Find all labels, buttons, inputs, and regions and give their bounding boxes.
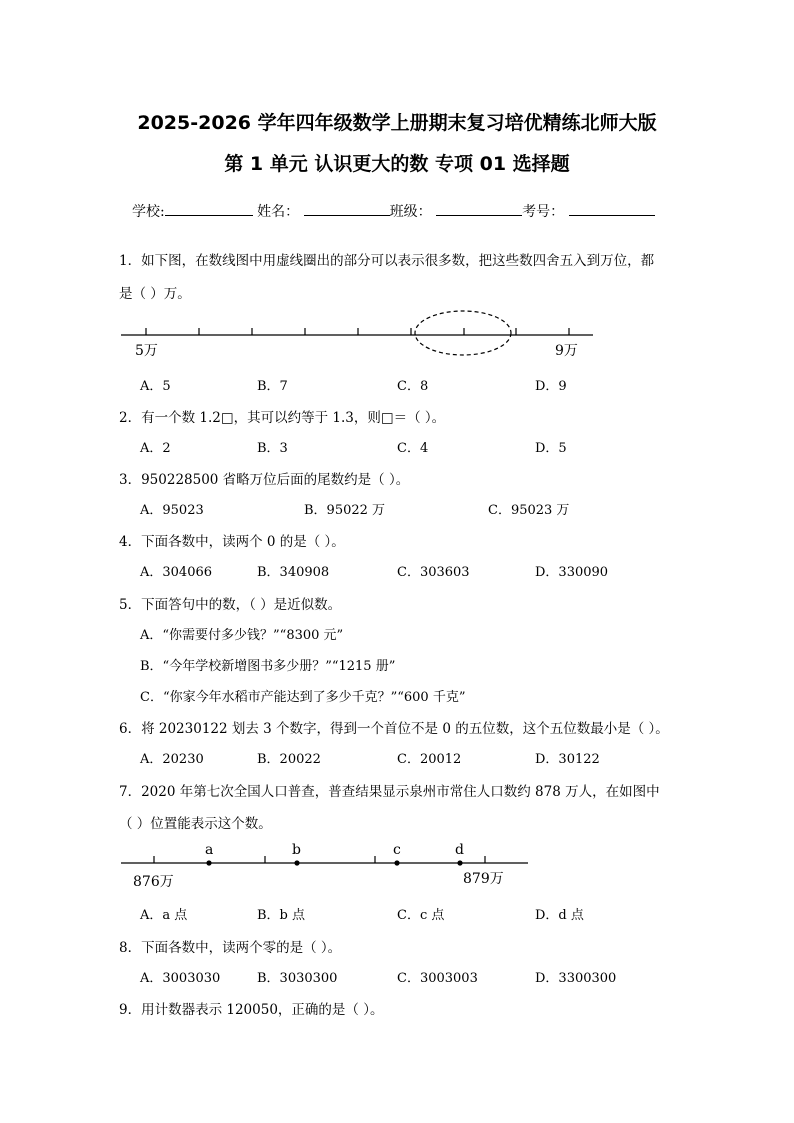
number-line-q1-left-label: 5万	[135, 343, 158, 359]
q1-option-d[interactable]: D．9	[535, 379, 567, 394]
q2-option-a[interactable]: A．2	[140, 441, 171, 456]
point-a	[206, 860, 211, 865]
q2-option-d[interactable]: D．5	[535, 441, 567, 456]
point-c-label: c	[393, 842, 401, 858]
point-d-label: d	[455, 842, 464, 858]
q6-option-b[interactable]: B．20022	[257, 752, 321, 767]
page-title-line2: 第 1 单元 认识更大的数 专项 01 选择题	[224, 153, 570, 175]
number-line-q1-right-label: 9万	[555, 343, 578, 359]
q6-option-c[interactable]: C．20012	[397, 752, 462, 767]
q1-option-b[interactable]: B．7	[257, 379, 288, 394]
q7-option-a[interactable]: A．a 点	[140, 908, 188, 923]
q8-option-a[interactable]: A．3003030	[140, 971, 221, 986]
q3-option-a[interactable]: A．95023	[140, 503, 204, 518]
question-5: 5．下面答句中的数，（ ）是近似数。	[119, 597, 342, 613]
question-6: 6．将 20230122 划去 3 个数字，得到一个首位不是 0 的五位数，这个五位数最小是（ ）。	[119, 721, 669, 737]
exam-no-label: 考号：	[522, 204, 565, 220]
question-7-line2: （ ）位置能表示这个数。	[119, 816, 272, 832]
point-b-label: b	[292, 842, 301, 858]
question-9: 9．用计数器表示 120050，正确的是（ ）。	[119, 1002, 384, 1018]
point-a-label: a	[205, 842, 214, 858]
q4-option-c[interactable]: C．303603	[397, 565, 470, 580]
class-label: 班级：	[389, 204, 432, 220]
q6-option-a[interactable]: A．20230	[140, 752, 204, 767]
q7-option-b[interactable]: B．b 点	[257, 908, 306, 923]
question-1-line1: 1．如下图，在数线图中用虚线圈出的部分可以表示很多数，把这些数四舍五入到万位，都	[119, 253, 655, 269]
question-1-line2: 是（ ）万。	[119, 286, 191, 302]
q1-option-c[interactable]: C．8	[397, 379, 429, 394]
q4-option-d[interactable]: D．330090	[535, 565, 609, 580]
point-c	[394, 860, 399, 865]
q1-option-a[interactable]: A．5	[140, 379, 171, 394]
question-2: 2．有一个数 1.2□，其可以约等于 1.3，则□＝（ ）。	[119, 410, 446, 426]
q8-option-c[interactable]: C．3003003	[397, 971, 478, 986]
school-label: 学校:	[132, 204, 165, 220]
page-title-line1: 2025-2026 学年四年级数学上册期末复习培优精练北师大版	[137, 112, 657, 134]
q6-option-d[interactable]: D．30122	[535, 752, 600, 767]
q4-option-b[interactable]: B．340908	[257, 565, 330, 580]
q8-option-b[interactable]: B．3030300	[257, 971, 338, 986]
q4-option-a[interactable]: A．304066	[140, 565, 213, 580]
point-b	[294, 860, 299, 865]
q5-option-c[interactable]: C．“你家今年水稻市产能达到了多少千克？”“600 千克”	[140, 690, 466, 705]
q3-option-b[interactable]: B．95022 万	[304, 503, 386, 518]
question-8: 8．下面各数中，读两个零的是（ ）。	[119, 940, 342, 956]
q5-option-a[interactable]: A．“你需要付多少钱？”“8300 元”	[140, 628, 344, 643]
name-label: 姓名：	[257, 204, 300, 220]
q8-option-d[interactable]: D．3300300	[535, 971, 617, 986]
number-line-q7-left-label: 876万	[133, 874, 174, 890]
q2-option-c[interactable]: C．4	[397, 441, 429, 456]
number-line-q7-right-label: 879万	[463, 871, 504, 887]
q7-option-d[interactable]: D．d 点	[535, 908, 584, 923]
question-7-line1: 7．2020 年第七次全国人口普查，普查结果显示泉州市常住人口数约 878 万人，在如图中	[119, 784, 660, 800]
q7-option-c[interactable]: C．c 点	[397, 908, 445, 923]
q2-option-b[interactable]: B．3	[257, 441, 288, 456]
q3-option-c[interactable]: C．95023 万	[488, 503, 570, 518]
question-3: 3．950228500 省略万位后面的尾数约是（ ）。	[119, 472, 410, 488]
question-4: 4．下面各数中，读两个 0 的是（ ）。	[119, 534, 345, 550]
q5-option-b[interactable]: B．“今年学校新增图书多少册？”“1215 册”	[140, 659, 396, 674]
point-d	[457, 860, 462, 865]
